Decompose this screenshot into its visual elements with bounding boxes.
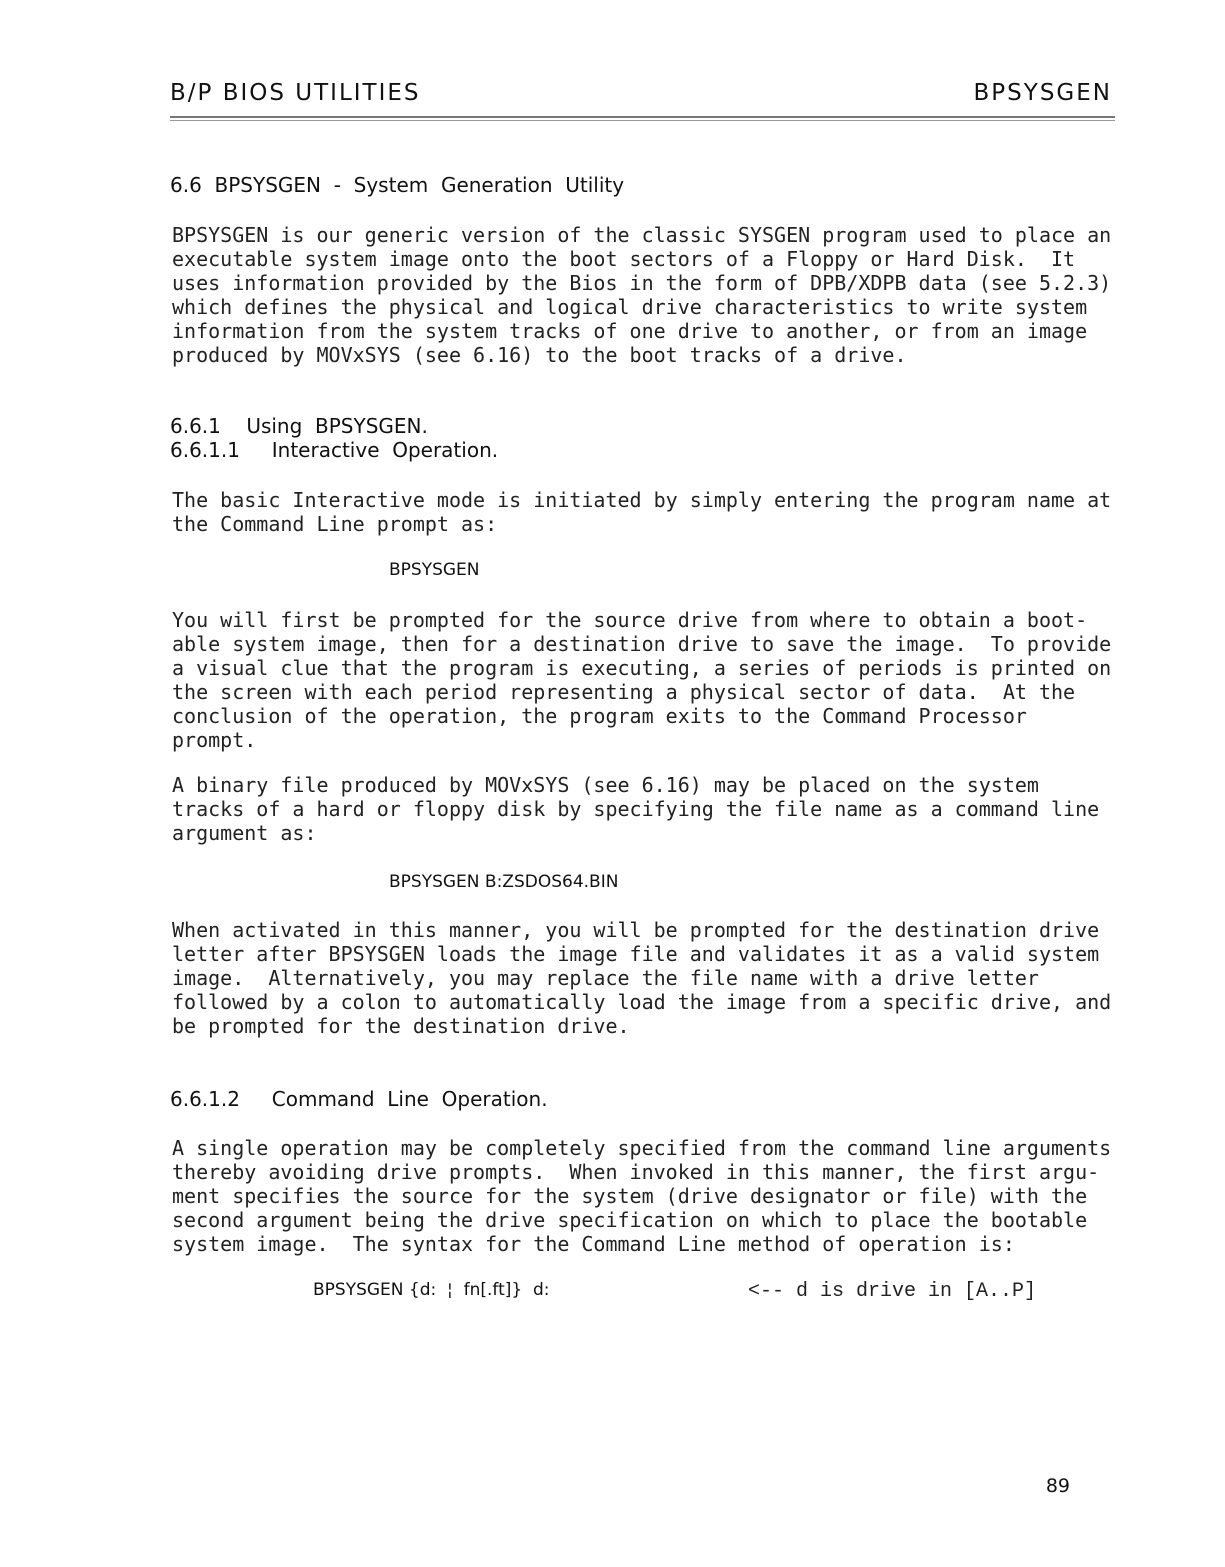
running-header-title: B/P BIOS UTILITIES bbox=[170, 80, 421, 106]
intro-paragraph: BPSYSGEN is our generic version of the classic SYSGEN program used to place an executable system image onto the boot sectors of a Floppy or Hard Disk. It uses information provided by the Bios in the form of DPB/XDPB data (see 5.2.3) which defines the physical and logical drive characteristics to write system information from the system tracks of one drive to another, or from an image produced by MOVxSYS (see 6.16) to the boot tracks of a drive. bbox=[172, 223, 1112, 367]
interactive-paragraph-4: When activated in this manner, you will be prompted for the destination drive letter after BPSYSGEN loads the image file and validates it as a valid system image. Alternatively, you may replace the file name with a drive letter followed by a colon to automatically load the image from a specific drive, and be prompted for the destination drive. bbox=[172, 918, 1112, 1038]
page-number: 89 bbox=[1045, 1475, 1070, 1497]
interactive-paragraph-2: You will first be prompted for the source drive from where to obtain a boot- able system image, then for a destination drive to save the image. To provide a visual clue that the program is executing, a series of periods is printed on the screen with each period representing a physical sector of data. At the conclusion of the operation, the program exits to the Command Processor prompt. bbox=[172, 608, 1112, 752]
interactive-paragraph-3: A binary file produced by MOVxSYS (see 6.16) may be placed on the system tracks of a hard or floppy disk by specifying the file name as a command line argument as: bbox=[172, 773, 1100, 845]
header-rule bbox=[170, 116, 1115, 118]
running-header-section: BPSYSGEN bbox=[973, 80, 1112, 106]
subsection-heading-interactive: 6.6.1.1 Interactive Operation. bbox=[170, 438, 499, 462]
command-example-1: BPSYSGEN bbox=[389, 560, 480, 580]
syntax-line: BPSYSGEN {d: ¦ fn[.ft]} d: bbox=[313, 1280, 550, 1300]
syntax-note: <-- d is drive in [A..P] bbox=[748, 1280, 1037, 1303]
interactive-paragraph-1: The basic Interactive mode is initiated by simply entering the program name at the Command Line prompt as: bbox=[172, 488, 1112, 536]
command-line-paragraph: A single operation may be completely specified from the command line arguments thereby avoiding drive prompts. When invoked in this manner, the first argu- ment specifies the source for the system (drive designator or file) with the second argument being the drive specification on which to place the bootable system image. The syntax for the Command Line method of operation is: bbox=[172, 1136, 1112, 1256]
section-heading: 6.6 BPSYSGEN - System Generation Utility bbox=[170, 173, 625, 197]
header-rule-thin bbox=[170, 120, 1115, 121]
subsection-heading-using: 6.6.1 Using BPSYSGEN. bbox=[170, 414, 428, 438]
subsection-heading-command-line: 6.6.1.2 Command Line Operation. bbox=[170, 1087, 548, 1111]
command-example-2: BPSYSGEN B:ZSDOS64.BIN bbox=[389, 872, 619, 892]
